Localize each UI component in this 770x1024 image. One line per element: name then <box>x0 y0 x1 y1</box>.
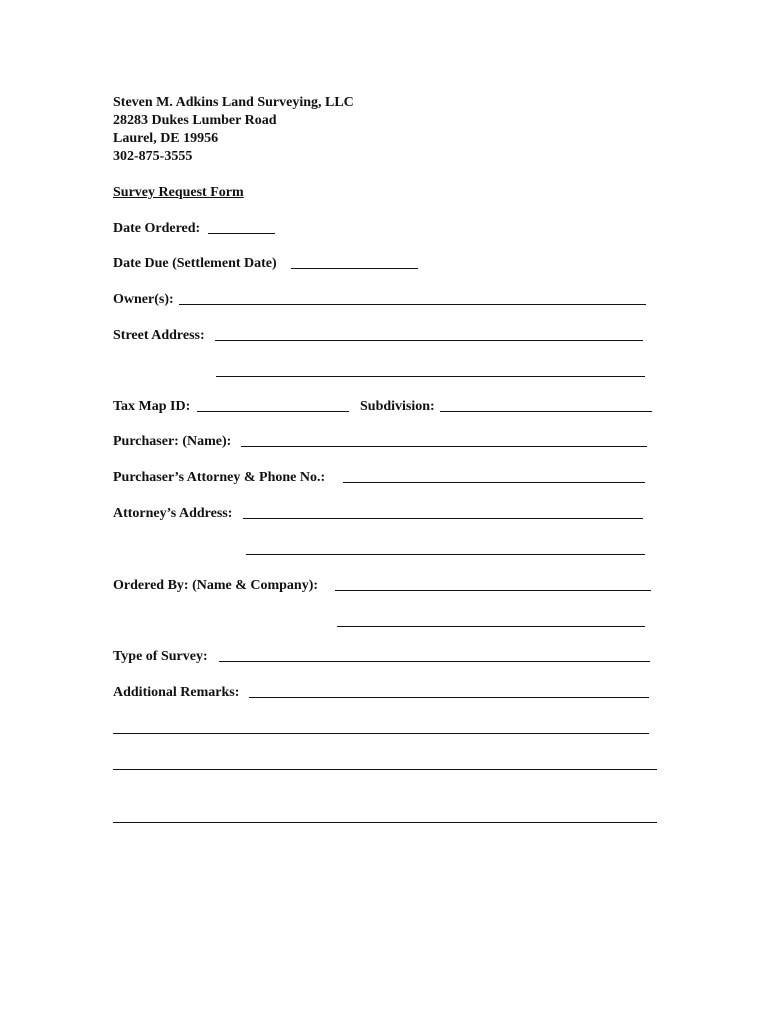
purchaser-attorney-phone-field[interactable] <box>343 482 645 483</box>
date-ordered-field[interactable] <box>208 233 275 234</box>
street-address-field-line-2[interactable] <box>216 376 645 377</box>
ordered-by-label: Ordered By: (Name & Company): <box>113 578 319 593</box>
street-address-label: Street Address: <box>113 328 205 343</box>
purchaser-attorney-phone-label: Purchaser’s Attorney & Phone No.: <box>113 470 326 485</box>
type-of-survey-label: Type of Survey: <box>113 649 208 664</box>
purchaser-name-field[interactable] <box>241 446 647 447</box>
additional-remarks-field[interactable] <box>249 697 649 698</box>
date-due-label: Date Due (Settlement Date) <box>113 256 277 271</box>
subdivision-field[interactable] <box>440 411 652 412</box>
form-title: Survey Request Form <box>113 185 244 200</box>
additional-remarks-line-4[interactable] <box>113 822 657 823</box>
date-due-field[interactable] <box>291 268 418 269</box>
tax-map-id-field[interactable] <box>197 411 349 412</box>
company-city-state-zip: Laurel, DE 19956 <box>113 131 219 146</box>
attorney-address-field-line-2[interactable] <box>246 554 645 555</box>
attorney-address-label: Attorney’s Address: <box>113 506 233 521</box>
tax-map-id-label: Tax Map ID: <box>113 399 191 414</box>
subdivision-label: Subdivision: <box>360 399 435 414</box>
company-phone: 302-875-3555 <box>113 149 193 164</box>
ordered-by-field-line-2[interactable] <box>337 626 645 627</box>
company-name: Steven M. Adkins Land Surveying, LLC <box>113 95 354 110</box>
type-of-survey-field[interactable] <box>219 661 650 662</box>
owners-field[interactable] <box>179 304 646 305</box>
date-ordered-label: Date Ordered: <box>113 221 201 236</box>
attorney-address-field[interactable] <box>243 518 643 519</box>
owners-label: Owner(s): <box>113 292 174 307</box>
company-street: 28283 Dukes Lumber Road <box>113 113 277 128</box>
ordered-by-field[interactable] <box>335 590 651 591</box>
additional-remarks-line-2[interactable] <box>113 733 649 734</box>
additional-remarks-label: Additional Remarks: <box>113 685 240 700</box>
purchaser-name-label: Purchaser: (Name): <box>113 434 232 449</box>
additional-remarks-line-3[interactable] <box>113 769 657 770</box>
street-address-field[interactable] <box>215 340 643 341</box>
